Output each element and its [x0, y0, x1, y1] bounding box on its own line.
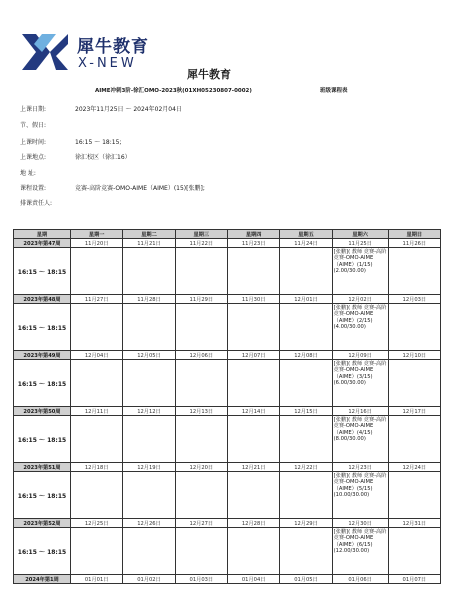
- date-cell: 01月05日: [280, 575, 332, 584]
- week-date-row: [14, 407, 441, 416]
- weekday-header: 星期日: [388, 230, 440, 239]
- empty-slot: [227, 248, 279, 295]
- empty-slot: [71, 416, 123, 463]
- logo-english-text: X-NEW: [78, 56, 137, 71]
- date-cell: 12月06日: [175, 351, 227, 360]
- class-session-entry: [张鹏]( 教师 竞赛-高阶竞赛-OMO-AIME（AIME）(6/15)(12.00/30.00): [332, 528, 388, 575]
- session-row: [14, 472, 441, 519]
- empty-slot: [123, 416, 175, 463]
- class-session-entry: [张鹏]( 教师 竞赛-高阶竞赛-OMO-AIME（AIME）(3/15)(6.00/30.00): [332, 360, 388, 407]
- session-time: 16:15 ～ 18:15: [14, 304, 71, 351]
- date-cell: 12月10日: [388, 351, 440, 360]
- week-date-row: [14, 239, 441, 248]
- info-value: 竞赛-高阶竞赛-OMO-AIME（AIME）(15)[张鹏];: [75, 185, 205, 192]
- date-cell: 12月15日: [280, 407, 332, 416]
- empty-slot: [175, 304, 227, 351]
- empty-slot: [388, 360, 440, 407]
- week-label: 2023年第50周: [14, 407, 71, 416]
- date-cell: 12月26日: [123, 519, 175, 528]
- empty-slot: [227, 528, 279, 575]
- info-label: 节、假日:: [20, 122, 47, 129]
- empty-slot: [123, 360, 175, 407]
- date-cell: 01月03日: [175, 575, 227, 584]
- info-label: 上课地点:: [20, 154, 47, 161]
- date-cell: 12月02日: [332, 295, 388, 304]
- date-cell: 12月19日: [123, 463, 175, 472]
- session-row: [14, 248, 441, 295]
- date-cell: 12月30日: [332, 519, 388, 528]
- info-line: [20, 120, 75, 129]
- date-cell: 01月02日: [123, 575, 175, 584]
- empty-slot: [388, 248, 440, 295]
- empty-slot: [175, 360, 227, 407]
- date-cell: 01月06日: [332, 575, 388, 584]
- date-cell: 12月05日: [123, 351, 175, 360]
- date-cell: 12月28日: [227, 519, 279, 528]
- weekday-header: 星期四: [227, 230, 279, 239]
- week-label: 2023年第48周: [14, 295, 71, 304]
- session-time: 16:15 ～ 18:15: [14, 416, 71, 463]
- week-label: 2023年第52周: [14, 519, 71, 528]
- weekday-header: 星期五: [280, 230, 332, 239]
- session-time: 16:15 ～ 18:15: [14, 360, 71, 407]
- empty-slot: [123, 248, 175, 295]
- empty-slot: [388, 416, 440, 463]
- empty-slot: [280, 528, 332, 575]
- date-cell: 11月23日: [227, 239, 279, 248]
- date-cell: 12月11日: [71, 407, 123, 416]
- session-row: [14, 528, 441, 575]
- date-cell: 11月27日: [71, 295, 123, 304]
- empty-slot: [388, 528, 440, 575]
- empty-slot: [227, 416, 279, 463]
- week-date-row: [14, 575, 441, 584]
- date-cell: 12月12日: [123, 407, 175, 416]
- info-line: [20, 104, 182, 113]
- info-line: [20, 152, 131, 161]
- date-cell: 11月20日: [71, 239, 123, 248]
- empty-slot: [71, 528, 123, 575]
- date-cell: 11月28日: [123, 295, 175, 304]
- empty-slot: [280, 416, 332, 463]
- week-label: 2023年第47周: [14, 239, 71, 248]
- date-cell: 01月01日: [71, 575, 123, 584]
- schedule-header-row: [14, 230, 441, 239]
- date-cell: 12月08日: [280, 351, 332, 360]
- class-session-entry: [张鹏]( 教师 竞赛-高阶竞赛-OMO-AIME（AIME）(5/15)(10.00/30.00): [332, 472, 388, 519]
- empty-slot: [71, 360, 123, 407]
- week-date-row: [14, 519, 441, 528]
- date-cell: 12月01日: [280, 295, 332, 304]
- date-cell: 12月31日: [388, 519, 440, 528]
- date-cell: 12月04日: [71, 351, 123, 360]
- class-session-entry: [张鹏]( 教师 竞赛-高阶竞赛-OMO-AIME（AIME）(4/15)(8.00/30.00): [332, 416, 388, 463]
- empty-slot: [71, 304, 123, 351]
- date-cell: 11月21日: [123, 239, 175, 248]
- empty-slot: [280, 248, 332, 295]
- info-label: 上课时间:: [20, 139, 47, 146]
- info-line: [20, 137, 121, 146]
- session-time: 16:15 ～ 18:15: [14, 472, 71, 519]
- date-cell: 01月04日: [227, 575, 279, 584]
- empty-slot: [227, 472, 279, 519]
- session-row: [14, 304, 441, 351]
- schedule-table: [13, 229, 441, 584]
- info-line: [20, 198, 75, 207]
- schedule-subtitle: 班级课程表: [320, 88, 348, 94]
- date-cell: 12月07日: [227, 351, 279, 360]
- date-cell: 11月24日: [280, 239, 332, 248]
- week-label: 2023年第49周: [14, 351, 71, 360]
- date-cell: 12月24日: [388, 463, 440, 472]
- empty-slot: [123, 304, 175, 351]
- empty-slot: [71, 248, 123, 295]
- session-time: 16:15 ～ 18:15: [14, 248, 71, 295]
- info-value: 徐汇校区（徐汇16）: [75, 154, 131, 161]
- date-cell: 12月18日: [71, 463, 123, 472]
- info-value: 2023年11月25日 ～ 2024年02月04日: [75, 106, 182, 113]
- weekday-header: 星期: [14, 230, 71, 239]
- date-cell: 12月03日: [388, 295, 440, 304]
- weekday-header: 星期三: [175, 230, 227, 239]
- date-cell: 01月07日: [388, 575, 440, 584]
- date-cell: 12月16日: [332, 407, 388, 416]
- date-cell: 12月27日: [175, 519, 227, 528]
- date-cell: 12月09日: [332, 351, 388, 360]
- date-cell: 12月14日: [227, 407, 279, 416]
- info-value: 16:15 ～ 18:15;: [75, 139, 122, 146]
- date-cell: 12月20日: [175, 463, 227, 472]
- empty-slot: [280, 472, 332, 519]
- empty-slot: [175, 528, 227, 575]
- week-date-row: [14, 351, 441, 360]
- week-date-row: [14, 463, 441, 472]
- session-row: [14, 360, 441, 407]
- date-cell: 12月21日: [227, 463, 279, 472]
- empty-slot: [71, 472, 123, 519]
- empty-slot: [175, 248, 227, 295]
- date-cell: 12月23日: [332, 463, 388, 472]
- week-label: 2023年第51周: [14, 463, 71, 472]
- date-cell: 12月25日: [71, 519, 123, 528]
- class-session-entry: [张鹏]( 教师 竞赛-高阶竞赛-OMO-AIME（AIME）(2/15)(4.00/30.00): [332, 304, 388, 351]
- empty-slot: [227, 304, 279, 351]
- date-cell: 11月22日: [175, 239, 227, 248]
- empty-slot: [175, 416, 227, 463]
- weekday-header: 星期六: [332, 230, 388, 239]
- x-new-logo-icon: [20, 30, 70, 76]
- date-cell: 12月29日: [280, 519, 332, 528]
- info-line: [20, 183, 205, 192]
- session-row: [14, 416, 441, 463]
- info-label: 上课日期:: [20, 106, 47, 113]
- empty-slot: [388, 472, 440, 519]
- week-label: 2024年第1周: [14, 575, 71, 584]
- date-cell: 11月25日: [332, 239, 388, 248]
- logo-chinese-text: 犀牛教育: [77, 37, 149, 57]
- week-date-row: [14, 295, 441, 304]
- empty-slot: [227, 360, 279, 407]
- date-cell: 11月30日: [227, 295, 279, 304]
- date-cell: 12月22日: [280, 463, 332, 472]
- info-label: 地 址:: [20, 170, 36, 177]
- brand-logo: [20, 30, 175, 76]
- weekday-header: 星期一: [71, 230, 123, 239]
- empty-slot: [280, 304, 332, 351]
- empty-slot: [123, 472, 175, 519]
- info-line: [20, 168, 75, 177]
- empty-slot: [175, 472, 227, 519]
- date-cell: 11月26日: [388, 239, 440, 248]
- empty-slot: [280, 360, 332, 407]
- page-bottom-edge: [0, 588, 455, 598]
- info-label: 课程设置:: [20, 185, 47, 192]
- empty-slot: [123, 528, 175, 575]
- session-time: 16:15 ～ 18:15: [14, 528, 71, 575]
- class-title: AIME冲刺3阶-徐汇OMO-2023秋(01XH05230807-0002): [95, 88, 252, 94]
- info-label: 排课责任人:: [20, 200, 53, 207]
- organization-name: 犀牛教育: [187, 68, 231, 81]
- date-cell: 12月13日: [175, 407, 227, 416]
- class-session-entry: [张鹏]( 教师 竞赛-高阶竞赛-OMO-AIME（AIME）(1/15)(2.00/30.00): [332, 248, 388, 295]
- date-cell: 11月29日: [175, 295, 227, 304]
- date-cell: 12月17日: [388, 407, 440, 416]
- weekday-header: 星期二: [123, 230, 175, 239]
- empty-slot: [388, 304, 440, 351]
